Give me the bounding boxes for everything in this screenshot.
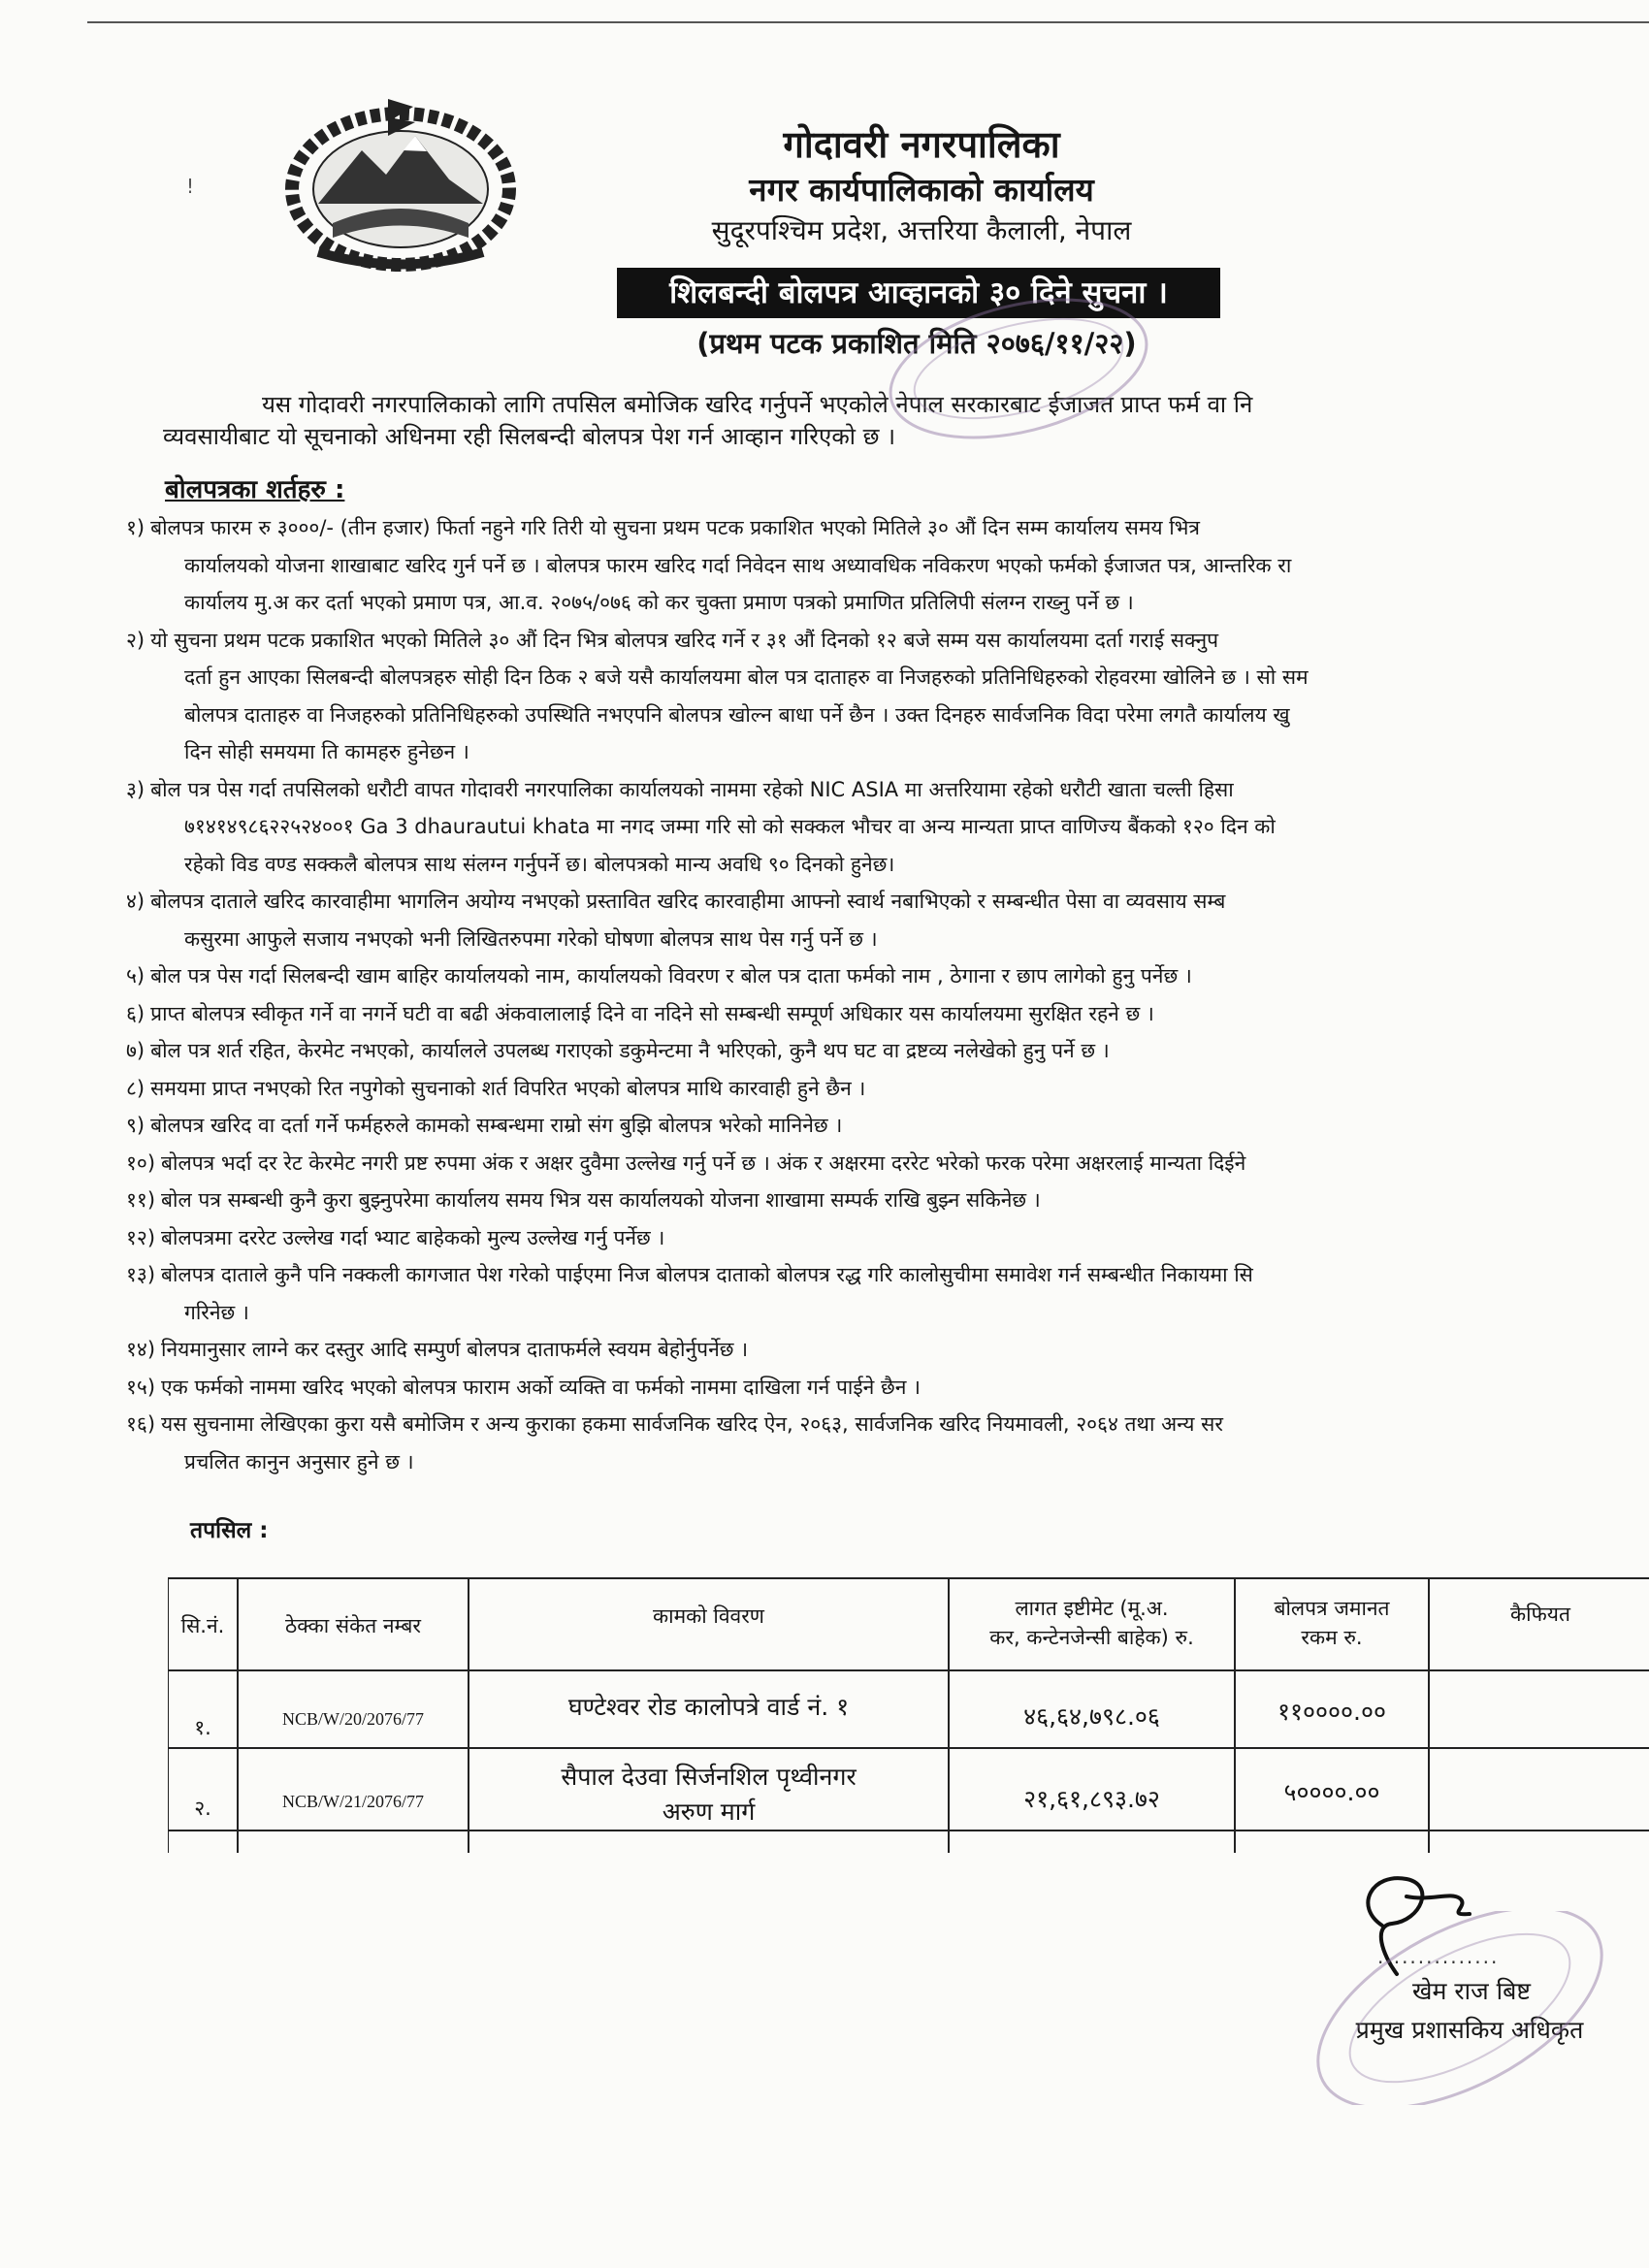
condition-number: ५) xyxy=(126,964,146,988)
condition-text: बोलपत्र दाताले खरिद कारवाहीमा भागलिन अयोग्य नभएको प्रस्तावित खरिद कारवाहीमा आफ्नो स्वार्थ नबाभिएको र सम्बन्धीत पेसा वा व्यवसाय सम्ब xyxy=(150,890,1226,913)
condition-text: बोलपत्रमा दररेट उल्लेख गर्दा भ्याट बाहेकको मुल्य उल्लेख गर्नु पर्नेछ । xyxy=(161,1225,665,1249)
condition-continuation: कार्यालयको योजना शाखाबाट खरिद गुर्न पर्ने छ । बोलपत्र फारम खरिद गर्दा निवेदन साथ अध्यावधिक नविकरण भएको फर्मको ईजाजत पत्र, आन्तरिक रा xyxy=(184,553,1292,577)
condition-continuation: ७१४१४९८६२२५२४००१ Ga 3 dhaurautui khata मा नगद जम्मा गरि सो को सक्कल भौचर वा अन्य मान्यता प्राप्त वाणिज्य बैंकको १२० दिन को xyxy=(184,815,1276,838)
stray-mark: ! xyxy=(186,175,195,198)
condition-number: ६) xyxy=(126,1001,146,1025)
header-estimate-line-2: कर, कन्टेनजेन्सी बाहेक) रु. xyxy=(989,1626,1194,1649)
row-2-description-line-1: सैपाल देउवा सिर्जनशिल पृथ्वीनगर xyxy=(561,1763,857,1791)
row-1-bond: ११००००.०० xyxy=(1277,1698,1386,1726)
condition-number: ८) xyxy=(126,1076,146,1100)
condition-text: बोल पत्र पेस गर्दा तपसिलको धरौटी वापत गोदावरी नगरपालिका कार्यालयको नाममा रहेको NIC ASIA मा अत्तरियामा रहेको धरौटी खाता चल्ती हिसा xyxy=(150,777,1234,801)
office-name: नगर कार्यपालिकाको कार्यालय xyxy=(749,171,1094,209)
row-2-code: NCB/W/21/2076/77 xyxy=(281,1792,424,1811)
row-1-description: घण्टेश्वर रोड कालोपत्रे वार्ड नं. १ xyxy=(567,1693,850,1721)
condition-item xyxy=(126,1075,865,1102)
condition-number: १३) xyxy=(126,1263,156,1286)
condition-item xyxy=(126,1261,1253,1288)
header-remarks: कैफियत xyxy=(1510,1603,1570,1626)
condition-continuation: कसुरमा आफुले सजाय नभएको भनी लिखितरुपमा गरेको घोषणा बोलपत्र साथ पेस गर्नु पर्ने छ । xyxy=(184,926,878,951)
signer-name: खेम राज बिष्ट xyxy=(1412,1977,1531,2005)
condition-continuation: रहेको विड वण्ड सक्कलै बोलपत्र साथ संलग्न गर्नुपर्ने छ। बोलपत्रको मान्य अवधि ९० दिनको हुनेछ। xyxy=(184,852,895,876)
row-2-bond: ५००००.०० xyxy=(1283,1778,1380,1806)
officer-stamp-mark xyxy=(1290,1911,1630,2105)
condition-item xyxy=(126,888,1225,915)
org-name: गोदावरी नगरपालिका xyxy=(783,123,1060,166)
row-2-description-line-2: अरुण मार्ग xyxy=(662,1798,756,1826)
intro-line-1: यस गोदावरी नगरपालिकाको लागि तपसिल बमोजिक खरिद गर्नुपर्ने भएकोले नेपाल सरकारबाट ईजाजत प्राप्त फर्म वा नि xyxy=(262,391,1253,418)
header-description: कामको विवरण xyxy=(653,1604,764,1628)
condition-item xyxy=(126,776,1234,803)
conditions-heading: बोलपत्रका शर्तहरु : xyxy=(165,475,345,504)
signer-title: प्रमुख प्रशासकिय अधिकृत xyxy=(1355,2016,1584,2044)
condition-number: १) xyxy=(126,516,146,539)
header-sn: सि.नं. xyxy=(180,1614,225,1637)
condition-text: बोलपत्र दाताले कुनै पनि नक्कली कागजात पेश गरेको पाईएमा निज बोलपत्र दाताको बोलपत्र रद्ध गरि कालोसुचीमा समावेश गर्न सम्बन्धीत निकायमा सि xyxy=(161,1263,1253,1286)
condition-number: १२) xyxy=(126,1225,156,1249)
row-1-code: NCB/W/20/2076/77 xyxy=(281,1709,424,1729)
condition-item xyxy=(126,1000,1154,1027)
condition-text: यस सुचनामा लेखिएका कुरा यसै बमोजिम र अन्य कुराका हकमा सार्वजनिक खरिद ऐन, २०६३, सार्वजनिक खरिद नियमावली, २०६४ तथा अन्य सर xyxy=(161,1412,1223,1436)
condition-text: बोल पत्र सम्बन्धी कुनै कुरा बुझ्नुपरेमा कार्यालय समय भित्र यस कार्यालयको योजना शाखामा सम्पर्क राखि बुझ्न सकिनेछ । xyxy=(161,1188,1041,1212)
condition-continuation: गरिनेछ । xyxy=(184,1300,249,1324)
office-stamp-mark xyxy=(873,291,1164,446)
condition-number: ७) xyxy=(126,1039,146,1062)
condition-text: बोलपत्र खरिद वा दर्ता गर्ने फर्महरुले कामको सम्बन्धमा राम्रो संग बुझि बोलपत्र भरेको मानिनेछ । xyxy=(150,1114,843,1137)
condition-item xyxy=(126,1150,1245,1177)
tapasil-label: तपसिल : xyxy=(190,1518,269,1543)
condition-number: ३) xyxy=(126,777,146,801)
condition-item xyxy=(126,627,1218,654)
condition-continuation: दर्ता हुन आएका सिलबन्दी बोलपत्रहरु सोही दिन ठिक २ बजे यसै कार्यालयमा बोल पत्र दाताहरु वा निजहरुको प्रतिनिधिहरुको रोहवरमा खोलिने छ । सो सम xyxy=(184,665,1309,689)
condition-number: ११) xyxy=(126,1188,156,1212)
header-bond-line-2: रकम रु. xyxy=(1301,1626,1363,1649)
condition-item xyxy=(126,1224,664,1251)
condition-number: १४) xyxy=(126,1338,156,1361)
condition-text: बोलपत्र भर्दा दर रेट केरमेट नगरी प्रष्ट रुपमा अंक र अक्षर दुवैमा उल्लेख गर्नु पर्ने छ । अंक र अक्षरमा दररेट भरेको फरक परेमा अक्षरलाई मान्यता दिईने xyxy=(161,1150,1246,1175)
condition-text: नियमानुसार लाग्ने कर दस्तुर आदि सम्पुर्ण बोलपत्र दाताफर्मले स्वयम बेहोर्नुपर्नेछ । xyxy=(161,1338,749,1361)
row-2-estimate: २१,६१,८९३.७२ xyxy=(1023,1785,1160,1813)
office-address: सुदूरपश्चिम प्रदेश, अत्तरिया कैलाली, नेपाल xyxy=(711,214,1132,246)
condition-number: १०) xyxy=(126,1150,156,1175)
condition-item xyxy=(126,1410,1223,1438)
condition-item xyxy=(126,962,1192,989)
condition-item xyxy=(126,1374,921,1401)
condition-text: एक फर्मको नाममा खरिद भएको बोलपत्र फाराम अर्को व्यक्ति वा फर्मको नाममा दाखिला गर्न पाईने छैन । xyxy=(161,1375,922,1399)
condition-item xyxy=(126,1336,748,1363)
condition-number: १६) xyxy=(126,1412,156,1436)
condition-number: ९) xyxy=(126,1114,146,1137)
condition-item xyxy=(126,1112,842,1139)
header-code: ठेक्का संकेत नम्बर xyxy=(285,1614,421,1637)
condition-text: बोल पत्र पेस गर्दा सिलबन्दी खाम बाहिर कार्यालयको नाम, कार्यालयको विवरण र बोल पत्र दाता फर्मको नाम , ठेगाना र छाप लागेको हुनु पर्नेछ । xyxy=(150,964,1192,988)
condition-continuation: बोलपत्र दाताहरु वा निजहरुको प्रतिनिधिहरुको उपस्थिति नभएपनि बोलपत्र खोल्न बाधा पर्ने छैन । उक्त दिनहरु सार्वजनिक विदा परेमा लगतै कार्यालय खु xyxy=(184,702,1290,727)
condition-text: बोलपत्र फारम रु ३०००/- (तीन हजार) फिर्ता नहुने गरि तिरी यो सुचना प्रथम पटक प्रकाशित भएको मितिले ३० औं दिन सम्म कार्यालय समय भित्र xyxy=(150,516,1201,539)
condition-text: बोल पत्र शर्त रहित, केरमेट नभएको, कार्यालले उपलब्ध गराएको डकुमेन्टमा नै भरिएको, कुनै थप घट वा द्रष्टव्य नलेखेको हुनु पर्ने छ । xyxy=(150,1039,1110,1062)
condition-item xyxy=(126,1186,1041,1214)
condition-item xyxy=(126,514,1200,541)
row-1-sn: १. xyxy=(194,1716,211,1739)
signature-dots: ............... xyxy=(1377,1945,1500,1968)
condition-number: १५) xyxy=(126,1375,156,1399)
row-2-sn: २. xyxy=(194,1797,211,1820)
condition-text: प्राप्त बोलपत्र स्वीकृत गर्ने वा नगर्ने घटी वा बढी अंकवालालाई दिने वा नदिने सो सम्बन्धी सम्पूर्ण अधिकार यस कार्यालयमा सुरक्षित रहने छ । xyxy=(150,1001,1154,1025)
condition-continuation: कार्यालय मु.अ कर दर्ता भएको प्रमाण पत्र, आ.व. २०७५/०७६ को कर चुक्ता प्रमाण पत्रको प्रमाणित प्रतिलिपी संलग्न राख्नु पर्ने छ । xyxy=(184,591,1134,614)
condition-text: समयमा प्राप्त नभएको रित नपुगेको सुचनाको शर्त विपरित भएको बोलपत्र माथि कारवाही हुने छैन । xyxy=(150,1076,866,1100)
intro-line-2: व्यवसायीबाट यो सूचनाको अधिनमा रही सिलबन्दी बोलपत्र पेश गर्न आव्हान गरिएको छ । xyxy=(163,423,896,450)
condition-number: २) xyxy=(126,628,146,652)
condition-continuation: दिन सोही समयमा ति कामहरु हुनेछन । xyxy=(184,740,469,763)
condition-text: यो सुचना प्रथम पटक प्रकाशित भएको मितिले ३० औं दिन भित्र बोलपत्र खरिद गर्ने र ३१ औं दिनको १२ बजे सम्म यस कार्यालयमा दर्ता गराई सक्नुप xyxy=(150,628,1219,652)
condition-continuation: प्रचलित कानुन अनुसार हुने छ । xyxy=(184,1449,414,1474)
row-1-estimate: ४६,६४,७९८.०६ xyxy=(1023,1702,1160,1731)
header-bond-line-1: बोलपत्र जमानत xyxy=(1274,1597,1390,1620)
condition-item xyxy=(126,1037,1110,1064)
header-estimate-line-1: लागत इष्टीमेट (मू.अ. xyxy=(1015,1597,1169,1620)
condition-number: ४) xyxy=(126,890,146,913)
notice-title: शिलबन्दी बोलपत्र आव्हानको ३० दिने सुचना । xyxy=(617,268,1220,318)
publication-date: (प्रथम पटक प्रकाशित मिति २०७६/११/२२) xyxy=(696,327,1137,360)
works-table xyxy=(168,1554,1649,1853)
